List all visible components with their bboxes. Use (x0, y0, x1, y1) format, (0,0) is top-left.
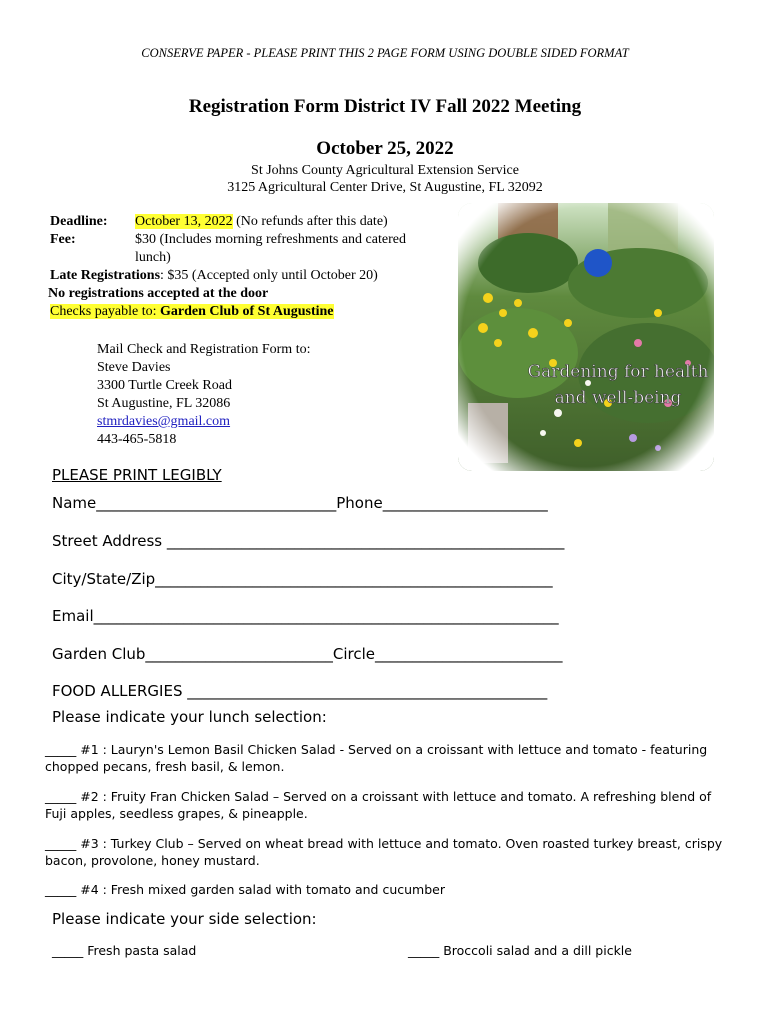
mail-to-block (97, 341, 310, 449)
garden-illustration (458, 203, 714, 471)
venue-block (0, 162, 770, 196)
registration-info (50, 213, 450, 321)
venue-address: 3125 Agricultural Center Drive, St Augustine, FL 32092 (227, 180, 543, 195)
checks-payable (50, 303, 450, 321)
fee-row (50, 231, 450, 267)
mail-intro: Mail Check and Registration Form to: (97, 342, 311, 357)
fee-value: $30 (Includes morning refreshments and catered lunch) (135, 232, 406, 265)
venue-name: St Johns County Agricultural Extension Service (251, 163, 519, 178)
lunch-option-1[interactable]: _____ #1 : Lauryn's Lemon Basil Chicken Salad - Served on a croissant with lettuce and tomato - featuring chopped pecans, fresh basil, & lemon. (45, 742, 708, 774)
deadline-row (50, 213, 450, 231)
late-registrations (50, 267, 450, 285)
garden-photo (458, 203, 714, 471)
deadline-label: Deadline: (50, 214, 108, 229)
mail-email-link[interactable]: stmrdavies@gmail.com (97, 414, 231, 429)
mail-street: 3300 Turtle Creek Road (97, 378, 232, 393)
street-address-field[interactable]: Street Address _____________________________________________________ (52, 532, 565, 550)
fee-label: Fee: (50, 232, 76, 247)
lunch-option-3[interactable]: _____ #3 : Turkey Club – Served on wheat bread with lettuce and tomato. Oven roasted turkey breast, crispy bacon, provolone, honey mustard. (45, 836, 723, 868)
name-phone-field[interactable]: Name________________________________Phone______________________ (52, 494, 548, 512)
deadline-date: October 13, 2022 (135, 214, 233, 229)
food-allergies-field[interactable]: FOOD ALLERGIES ________________________________________________ (52, 682, 548, 700)
checks-payee: Garden Club of St Augustine (160, 304, 334, 319)
side-heading: Please indicate your side selection: (52, 910, 317, 928)
lunch-option-2[interactable]: _____ #2 : Fruity Fran Chicken Salad – Served on a croissant with lettuce and tomato. A refreshing blend of Fuji apples, seedless grapes, & pineapple. (45, 789, 712, 821)
mail-name: Steve Davies (97, 360, 171, 375)
checks-label: Checks payable to: (50, 304, 161, 319)
lunch-option-4[interactable]: _____ #4 : Fresh mixed garden salad with tomato and cucumber (45, 882, 445, 897)
deadline-note: (No refunds after this date) (232, 214, 388, 229)
checks-highlight (50, 304, 334, 319)
garden-club-circle-field[interactable]: Garden Club_________________________Circle_________________________ (52, 645, 563, 663)
late-value: : $35 (Accepted only until October 20) (160, 268, 378, 283)
email-field[interactable]: Email______________________________________________________________ (52, 607, 559, 625)
form-title: Registration Form District IV Fall 2022 Meeting (188, 96, 582, 117)
lunch-heading: Please indicate your lunch selection: (52, 708, 327, 726)
print-legibly-heading: PLEASE PRINT LEGIBLY (52, 466, 222, 484)
late-label: Late Registrations (50, 268, 161, 283)
no-door-notice: No registrations accepted at the door (48, 286, 269, 301)
meeting-date: October 25, 2022 (316, 138, 454, 159)
side-option-broccoli[interactable]: _____ Broccoli salad and a dill pickle (408, 943, 632, 958)
mail-city: St Augustine, FL 32086 (97, 396, 231, 411)
side-option-pasta[interactable]: _____ Fresh pasta salad (52, 943, 197, 958)
city-state-zip-field[interactable]: City/State/Zip_____________________________________________________ (52, 570, 553, 588)
conserve-paper-notice: CONSERVE PAPER - PLEASE PRINT THIS 2 PAGE FORM USING DOUBLE SIDED FORMAT (141, 46, 629, 60)
mail-phone: 443-465-5818 (97, 432, 177, 447)
